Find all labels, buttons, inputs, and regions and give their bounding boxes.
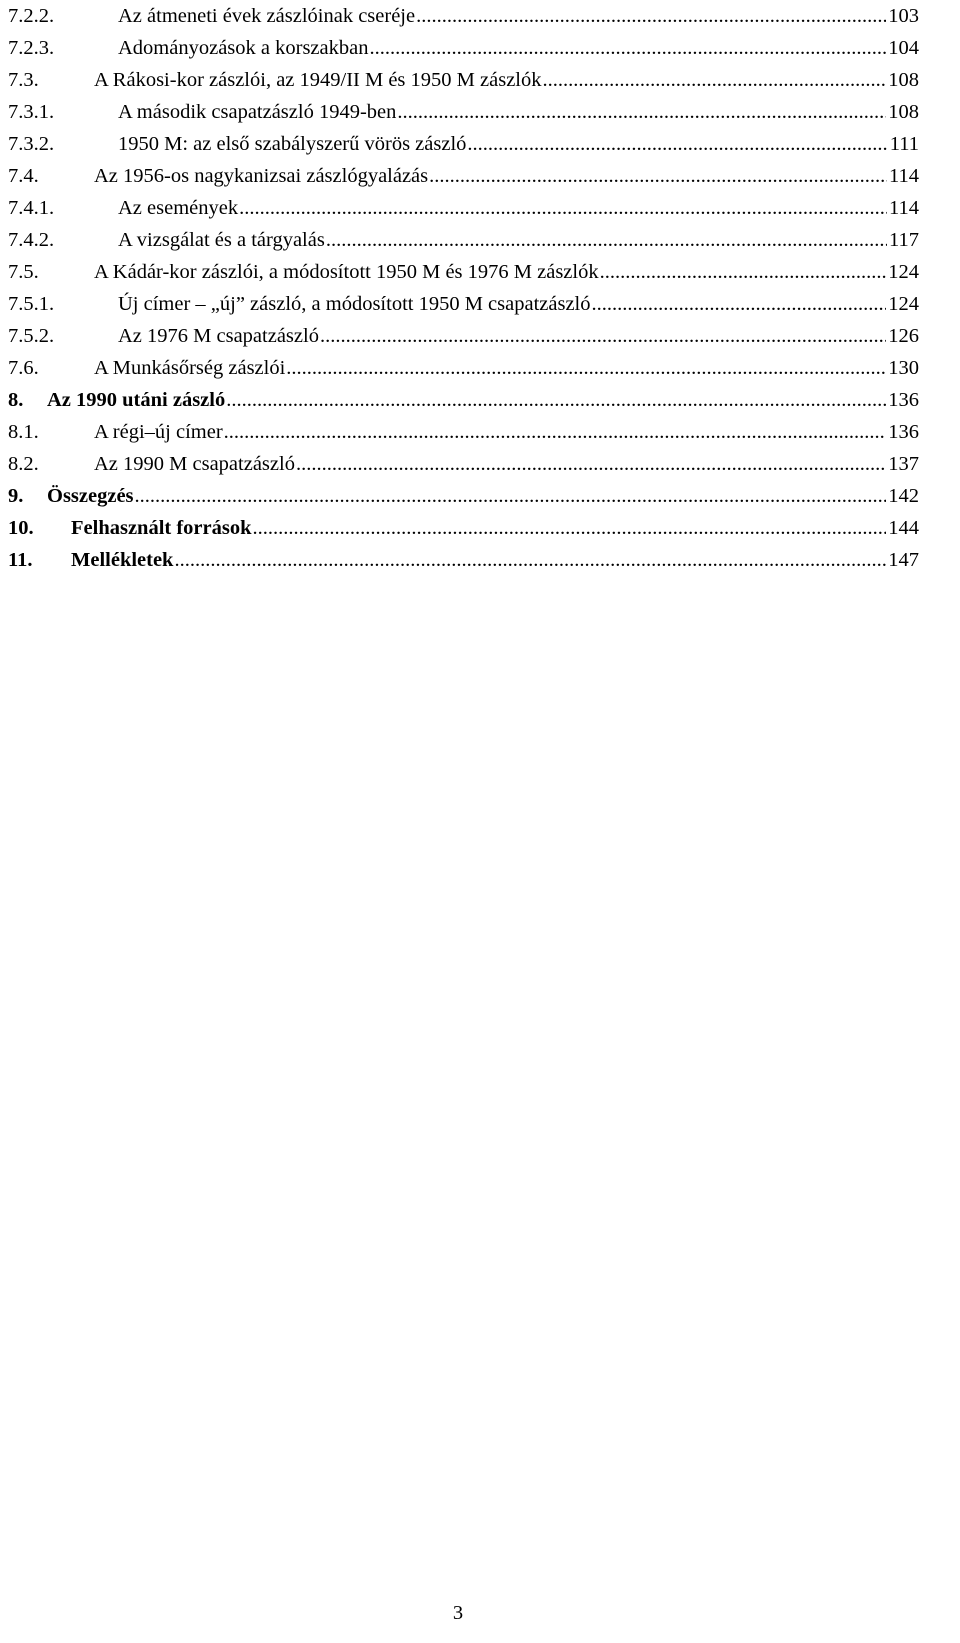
toc-entry[interactable] — [8, 160, 919, 192]
toc-entry-title: A Munkásőrség zászlói — [94, 357, 286, 379]
toc-entry-title: Adományozások a korszakban — [118, 37, 369, 59]
toc-entry-page: 108 — [888, 69, 919, 91]
toc-entry[interactable] — [8, 352, 919, 384]
toc-entry[interactable] — [8, 448, 919, 480]
table-of-contents — [8, 0, 919, 576]
toc-entry-number: 8.1. — [8, 421, 39, 443]
toc-dot-leader — [253, 512, 887, 544]
toc-entry-page: 142 — [888, 485, 919, 507]
toc-dot-leader — [296, 448, 886, 480]
toc-entry[interactable] — [8, 0, 919, 32]
toc-entry-number: 10. — [8, 517, 34, 539]
toc-dot-leader — [135, 480, 887, 512]
toc-entry-number: 7.4.2. — [8, 229, 55, 251]
toc-dot-leader — [239, 192, 887, 224]
toc-entry-title: Új címer – „új” zászló, a módosított 1950 M csapatzászló — [118, 293, 591, 315]
toc-entry-number: 7.6. — [8, 357, 39, 379]
toc-dot-leader — [543, 64, 887, 96]
toc-entry-number: 8. — [8, 389, 24, 411]
toc-entry-page: 114 — [889, 165, 919, 187]
toc-entry[interactable] — [8, 288, 919, 320]
toc-entry-number: 7.3.1. — [8, 101, 55, 123]
toc-entry-page: 126 — [888, 325, 919, 347]
toc-entry-title: 1950 M: az első szabályszerű vörös zászló — [118, 133, 467, 155]
toc-dot-leader — [369, 32, 886, 64]
toc-dot-leader — [226, 384, 886, 416]
toc-entry[interactable] — [8, 416, 919, 448]
toc-entry-page: 147 — [888, 549, 919, 571]
toc-entry-title: A Rákosi-kor zászlói, az 1949/II M és 1950 M zászlók — [94, 69, 542, 91]
toc-dot-leader — [286, 352, 886, 384]
toc-entry[interactable] — [8, 480, 919, 512]
toc-entry-page: 124 — [888, 261, 919, 283]
toc-dot-leader — [224, 416, 887, 448]
toc-dot-leader — [592, 288, 887, 320]
toc-entry-page: 103 — [888, 5, 919, 27]
toc-entry-number: 9. — [8, 485, 24, 507]
toc-entry-number: 7.5. — [8, 261, 39, 283]
toc-entry[interactable] — [8, 320, 919, 352]
toc-dot-leader — [429, 160, 887, 192]
toc-entry-page: 124 — [888, 293, 919, 315]
toc-entry-number: 7.5.2. — [8, 325, 55, 347]
toc-entry-title: Az 1956-os nagykanizsai zászlógyalázás — [94, 165, 429, 187]
toc-dot-leader — [600, 256, 887, 288]
toc-entry-title: A második csapatzászló 1949-ben — [118, 101, 397, 123]
toc-dot-leader — [397, 96, 886, 128]
toc-entry[interactable] — [8, 256, 919, 288]
toc-entry[interactable] — [8, 544, 919, 576]
toc-entry-page: 117 — [889, 229, 919, 251]
toc-entry-title: A vizsgálat és a tárgyalás — [118, 229, 325, 251]
toc-dot-leader — [326, 224, 887, 256]
toc-entry-number: 11. — [8, 549, 33, 571]
toc-entry-number: 7.2.3. — [8, 37, 55, 59]
toc-entry-page: 130 — [888, 357, 919, 379]
toc-entry-number: 7.5.1. — [8, 293, 55, 315]
toc-dot-leader — [467, 128, 887, 160]
toc-entry-title: Összegzés — [47, 485, 134, 507]
toc-entry-title: Az átmeneti évek zászlóinak cseréje — [118, 5, 416, 27]
toc-entry[interactable] — [8, 96, 919, 128]
toc-entry-title: Az 1976 M csapatzászló — [118, 325, 319, 347]
toc-entry-title: A Kádár-kor zászlói, a módosított 1950 M és 1976 M zászlók — [94, 261, 599, 283]
toc-entry-number: 7.2.2. — [8, 5, 55, 27]
page-number: 3 — [452, 1602, 464, 1624]
toc-entry-title: A régi–új címer — [94, 421, 223, 443]
toc-entry-page: 104 — [888, 37, 919, 59]
toc-entry-title: Felhasznált források — [71, 517, 252, 539]
toc-entry[interactable] — [8, 64, 919, 96]
toc-entry-page: 137 — [888, 453, 919, 475]
toc-entry-page: 144 — [888, 517, 919, 539]
toc-entry-page: 136 — [888, 421, 919, 443]
toc-entry-page: 136 — [888, 389, 919, 411]
toc-entry-title: Az 1990 utáni zászló — [47, 389, 226, 411]
toc-dot-leader — [416, 0, 886, 32]
toc-entry-page: 108 — [888, 101, 919, 123]
toc-dot-leader — [320, 320, 886, 352]
toc-entry-number: 7.3.2. — [8, 133, 55, 155]
toc-entry[interactable] — [8, 512, 919, 544]
toc-entry-number: 7.4. — [8, 165, 39, 187]
toc-entry-number: 8.2. — [8, 453, 39, 475]
toc-entry-number: 7.3. — [8, 69, 39, 91]
toc-entry-title: Az események — [118, 197, 239, 219]
toc-entry-page: 114 — [889, 197, 919, 219]
toc-entry[interactable] — [8, 384, 919, 416]
toc-dot-leader — [174, 544, 886, 576]
toc-entry[interactable] — [8, 32, 919, 64]
toc-entry-page: 111 — [889, 133, 919, 155]
toc-entry-title: Az 1990 M csapatzászló — [94, 453, 295, 475]
toc-entry-title: Mellékletek — [71, 549, 174, 571]
toc-entry[interactable] — [8, 224, 919, 256]
toc-entry-number: 7.4.1. — [8, 197, 55, 219]
toc-entry[interactable] — [8, 128, 919, 160]
toc-entry[interactable] — [8, 192, 919, 224]
